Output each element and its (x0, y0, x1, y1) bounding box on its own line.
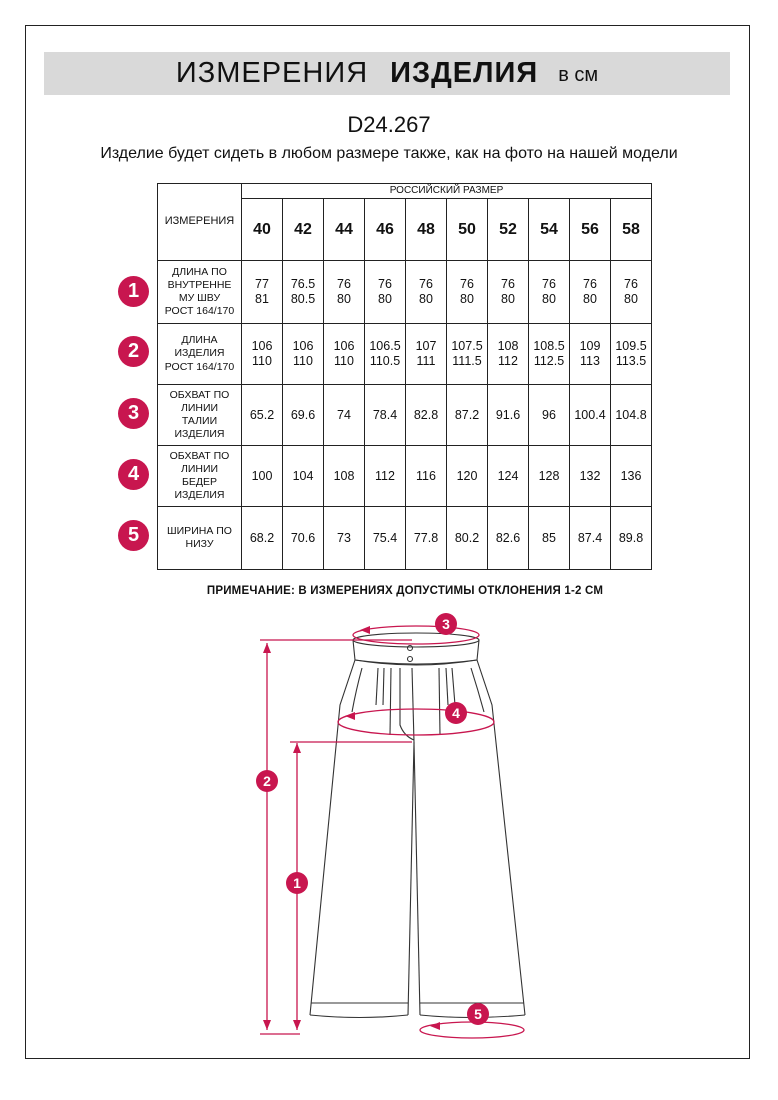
row-number-badge: 2 (118, 336, 149, 367)
value-cell: 132 (570, 446, 611, 507)
value-cell: 96 (529, 385, 570, 446)
table-row (158, 446, 652, 507)
diagram-marker (256, 770, 278, 792)
value-cell: 100 (242, 446, 283, 507)
size-cell: 40 (242, 199, 283, 261)
measurement-label: ДЛИНА ИЗДЕЛИЯ РОСТ 164/170 (158, 324, 242, 385)
size-cell: 58 (611, 199, 652, 261)
value-cell: 87.2 (447, 385, 488, 446)
size-cell: 52 (488, 199, 529, 261)
value-cell: 74 (324, 385, 365, 446)
size-cell: 50 (447, 199, 488, 261)
trousers-diagram (0, 600, 778, 1060)
value-cell: 73 (324, 507, 365, 570)
value-cell: 77 81 (242, 261, 283, 324)
size-cell: 46 (365, 199, 406, 261)
measurements-header: ИЗМЕРЕНИЯ (158, 184, 242, 261)
value-cell: 107.5 111.5 (447, 324, 488, 385)
value-cell: 76 80 (406, 261, 447, 324)
svg-text:1: 1 (293, 875, 301, 891)
value-cell: 70.6 (283, 507, 324, 570)
value-cell: 89.8 (611, 507, 652, 570)
value-cell: 76 80 (570, 261, 611, 324)
tolerance-note: ПРИМЕЧАНИЕ: В ИЗМЕРЕНИЯХ ДОПУСТИМЫ ОТКЛОНЕНИЯ 1-2 СМ (206, 585, 604, 597)
value-cell: 80.2 (447, 507, 488, 570)
title-part-2: ИЗДЕЛИЯ (390, 57, 539, 89)
svg-text:3: 3 (442, 616, 450, 632)
value-cell: 109.5 113.5 (611, 324, 652, 385)
diagram-marker (445, 702, 467, 724)
size-cell: 54 (529, 199, 570, 261)
size-cell: 48 (406, 199, 447, 261)
value-cell: 76 80 (488, 261, 529, 324)
diagram-marker (467, 1003, 489, 1025)
product-code: D24.267 (347, 112, 431, 137)
value-cell: 104 (283, 446, 324, 507)
value-cell: 120 (447, 446, 488, 507)
row-number-badge: 5 (118, 520, 149, 551)
diagram-marker (435, 613, 457, 635)
svg-text:4: 4 (452, 705, 460, 721)
size-cell: 56 (570, 199, 611, 261)
value-cell: 76 80 (611, 261, 652, 324)
table-header-row (158, 184, 652, 199)
value-cell: 75.4 (365, 507, 406, 570)
measurement-label: ШИРИНА ПО НИЗУ (158, 507, 242, 570)
trousers-outline (310, 633, 525, 1018)
measurement-label: ДЛИНА ПО ВНУТРЕННЕ МУ ШВУ РОСТ 164/170 (158, 261, 242, 324)
value-cell: 104.8 (611, 385, 652, 446)
arrow-heads (263, 626, 440, 1030)
value-cell: 87.4 (570, 507, 611, 570)
value-cell: 76 80 (324, 261, 365, 324)
size-system-header: РОССИЙСКИЙ РАЗМЕР (242, 184, 652, 199)
svg-text:2: 2 (263, 773, 271, 789)
row-number-badge: 3 (118, 398, 149, 429)
value-cell: 85 (529, 507, 570, 570)
size-table (157, 183, 652, 570)
table-row (158, 324, 652, 385)
value-cell: 68.2 (242, 507, 283, 570)
value-cell: 76.5 80.5 (283, 261, 324, 324)
measurement-label: ОБХВАТ ПО ЛИНИИ БЕДЕР ИЗДЕЛИЯ (158, 446, 242, 507)
value-cell: 107 111 (406, 324, 447, 385)
value-cell: 116 (406, 446, 447, 507)
value-cell: 100.4 (570, 385, 611, 446)
size-cell: 42 (283, 199, 324, 261)
value-cell: 76 80 (529, 261, 570, 324)
diagram-marker (286, 872, 308, 894)
value-cell: 77.8 (406, 507, 447, 570)
fit-note: Изделие будет сидеть в любом размере также, как на фото на нашей модели (100, 145, 678, 162)
value-cell: 112 (365, 446, 406, 507)
value-cell: 106.5 110.5 (365, 324, 406, 385)
value-cell: 82.6 (488, 507, 529, 570)
value-cell: 82.8 (406, 385, 447, 446)
row-number-badge: 4 (118, 459, 149, 490)
value-cell: 108 (324, 446, 365, 507)
table-row (158, 261, 652, 324)
svg-text:5: 5 (474, 1006, 482, 1022)
table-row (158, 507, 652, 570)
value-cell: 76 80 (447, 261, 488, 324)
value-cell: 124 (488, 446, 529, 507)
value-cell: 106 110 (283, 324, 324, 385)
value-cell: 76 80 (365, 261, 406, 324)
value-cell: 128 (529, 446, 570, 507)
title-part-1: ИЗМЕРЕНИЯ (175, 57, 369, 89)
measurement-lines (267, 626, 524, 1038)
value-cell: 78.4 (365, 385, 406, 446)
value-cell: 108 112 (488, 324, 529, 385)
value-cell: 69.6 (283, 385, 324, 446)
title-bar (44, 52, 730, 95)
value-cell: 136 (611, 446, 652, 507)
table-row (158, 385, 652, 446)
value-cell: 108.5 112.5 (529, 324, 570, 385)
guide-lines (260, 640, 412, 1034)
value-cell: 109 113 (570, 324, 611, 385)
row-number-badge: 1 (118, 276, 149, 307)
value-cell: 106 110 (324, 324, 365, 385)
title-unit: в см (558, 64, 599, 86)
measurement-label: ОБХВАТ ПО ЛИНИИ ТАЛИИ ИЗДЕЛИЯ (158, 385, 242, 446)
value-cell: 91.6 (488, 385, 529, 446)
size-cell: 44 (324, 199, 365, 261)
value-cell: 65.2 (242, 385, 283, 446)
value-cell: 106 110 (242, 324, 283, 385)
